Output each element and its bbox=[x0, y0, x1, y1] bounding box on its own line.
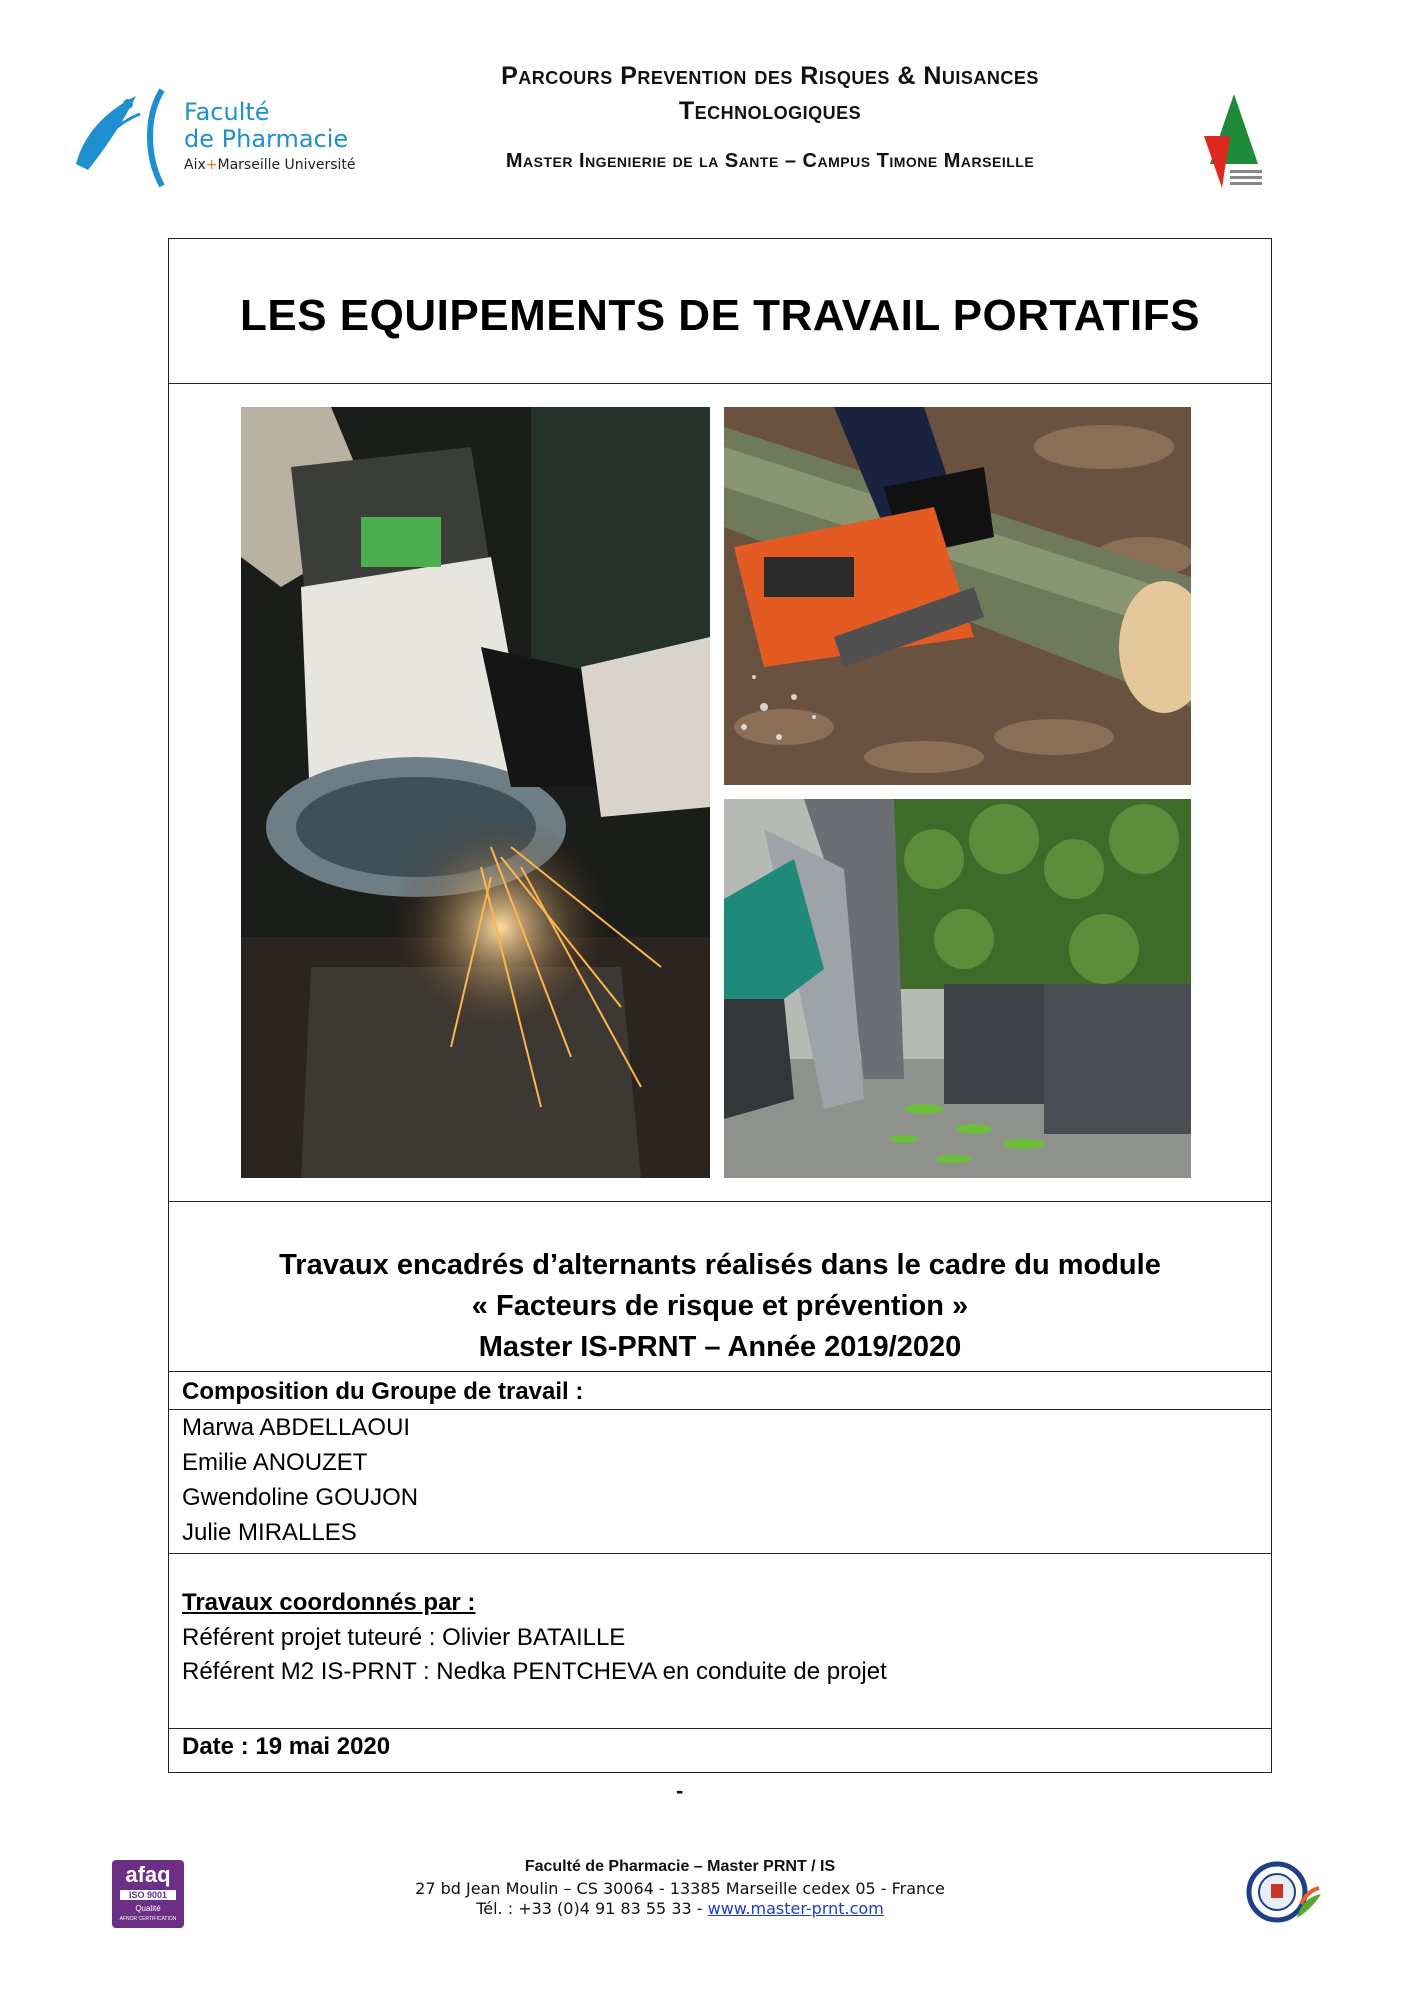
header-master-line: Master Ingenierie de la Sante – Campus Timone Marseille bbox=[505, 150, 1035, 172]
university-part-a: Aix bbox=[184, 157, 206, 173]
header-course-line1: Parcours Prevention des Risques & Nuisances bbox=[501, 62, 1039, 90]
group-member: Julie MIRALLES bbox=[182, 1519, 357, 1546]
afaq-quality: Qualité bbox=[135, 1904, 161, 1913]
divider bbox=[169, 383, 1271, 384]
divider bbox=[169, 1728, 1271, 1729]
document-date: Date : 19 mai 2020 bbox=[182, 1733, 391, 1760]
footer-website-link[interactable]: www.master-prnt.com bbox=[707, 1899, 884, 1918]
description-line2: « Facteurs de risque et prévention » bbox=[471, 1290, 969, 1322]
photo-leaf-blower bbox=[724, 799, 1191, 1178]
coordination-label: Travaux coordonnés par : bbox=[182, 1589, 476, 1616]
description-line1: Travaux encadrés d’alternants réalisés dans le cadre du module bbox=[279, 1249, 1161, 1281]
cover-frame bbox=[168, 238, 1272, 1773]
afaq-cert: AFNOR CERTIFICATION bbox=[119, 1916, 177, 1922]
group-member: Gwendoline GOUJON bbox=[182, 1484, 419, 1511]
footer-faculty: Faculté de Pharmacie – Master PRNT / IS bbox=[524, 1858, 836, 1875]
coordination-line: Référent M2 IS-PRNT : Nedka PENTCHEVA en conduite de projet bbox=[182, 1658, 887, 1685]
photo-angle-grinder bbox=[241, 407, 710, 1178]
faculty-logo bbox=[66, 86, 386, 192]
header-course-line2: Technologiques bbox=[678, 97, 862, 125]
university-part-b: Marseille Université bbox=[217, 157, 356, 173]
project-description bbox=[169, 1245, 1271, 1368]
faculty-logo-line1: Faculté bbox=[184, 98, 270, 126]
coordination-line: Référent projet tuteuré : Olivier BATAILLE bbox=[182, 1624, 626, 1651]
university-separator: + bbox=[205, 157, 218, 173]
footer-contact bbox=[340, 1899, 1020, 1918]
afaq-iso: ISO 9001 bbox=[120, 1890, 176, 1900]
prnt-logo-icon bbox=[1200, 92, 1270, 192]
faculty-logo-university bbox=[184, 158, 356, 172]
afaq-logo bbox=[112, 1860, 184, 1928]
page-separator: - bbox=[676, 1778, 684, 1803]
prnt-logo bbox=[1200, 92, 1270, 192]
description-line3: Master IS-PRNT – Année 2019/2020 bbox=[478, 1331, 962, 1363]
quality-logo-icon bbox=[1245, 1858, 1325, 1928]
divider bbox=[169, 1409, 1271, 1410]
group-label: Composition du Groupe de travail : bbox=[182, 1378, 584, 1405]
divider bbox=[169, 1201, 1271, 1202]
quality-logo bbox=[1245, 1858, 1325, 1928]
footer-address: 27 bd Jean Moulin – CS 30064 - 13385 Marseille cedex 05 - France bbox=[415, 1879, 945, 1898]
footer-phone: Tél. : +33 (0)4 91 83 55 33 - bbox=[476, 1899, 708, 1918]
group-member: Emilie ANOUZET bbox=[182, 1449, 368, 1476]
faculty-logo-icon bbox=[66, 86, 176, 192]
divider bbox=[169, 1553, 1271, 1554]
faculty-logo-line2: de Pharmacie bbox=[184, 125, 349, 153]
afaq-brand: afaq bbox=[125, 1862, 171, 1887]
photo-chainsaw bbox=[724, 407, 1191, 785]
document-title: LES EQUIPEMENTS DE TRAVAIL PORTATIFS bbox=[240, 291, 1200, 340]
divider bbox=[169, 1371, 1271, 1372]
group-member: Marwa ABDELLAOUI bbox=[182, 1414, 411, 1441]
